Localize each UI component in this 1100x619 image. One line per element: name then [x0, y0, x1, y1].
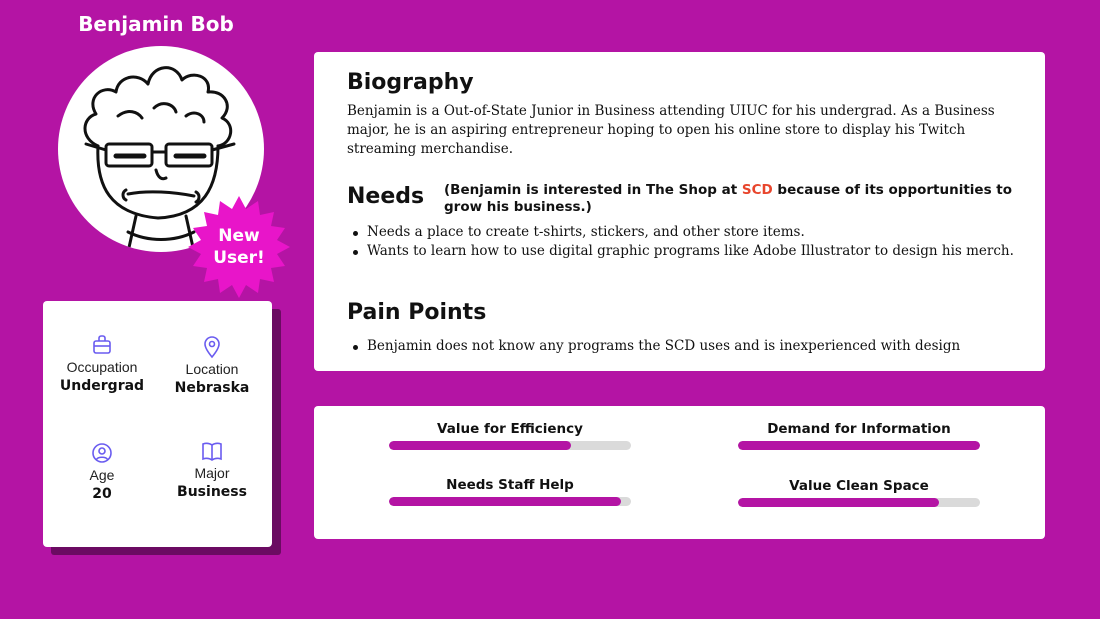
- needs-note-accent: SCD: [741, 182, 773, 198]
- info-location: [157, 335, 267, 396]
- needs-note-before: (Benjamin is interested in The Shop at: [444, 182, 742, 198]
- info-label: Age: [89, 467, 115, 483]
- info-value: 20: [92, 486, 112, 502]
- metric-track: [738, 441, 980, 450]
- info-value: Business: [177, 484, 247, 500]
- metric-needs-staff-help: [389, 477, 631, 506]
- metric-track: [389, 497, 631, 506]
- info-age: [47, 441, 157, 502]
- pain-points-list: [347, 337, 960, 356]
- new-user-badge: [188, 196, 290, 298]
- metric-value-clean-space: [738, 478, 980, 507]
- metric-label: Needs Staff Help: [446, 477, 574, 493]
- info-value: Undergrad: [59, 378, 145, 394]
- info-value: Nebraska: [174, 380, 250, 396]
- metric-track: [738, 498, 980, 507]
- list-item: Benjamin does not know any programs the SCD uses and is inexperienced with design: [347, 337, 960, 356]
- list-item: Wants to learn how to use digital graphic programs like Adobe Illustrator to design his merch.: [347, 242, 1014, 261]
- needs-title: Needs: [347, 184, 425, 209]
- needs-note: [444, 182, 1044, 216]
- book-icon: [201, 439, 223, 463]
- needs-list: [347, 223, 1014, 261]
- metrics-card: [314, 406, 1045, 539]
- metric-label: Value Clean Space: [789, 478, 929, 494]
- metric-fill: [738, 498, 939, 507]
- metric-label: Demand for Information: [767, 421, 951, 437]
- metric-label: Value for Efficiency: [437, 421, 583, 437]
- metric-fill: [389, 497, 621, 506]
- metric-fill: [389, 441, 571, 450]
- needs-note-after: because of its opportunities to grow his business.): [444, 182, 1013, 215]
- biography-card: [314, 52, 1045, 371]
- biography-text: Benjamin is a Out-of-State Junior in Business attending UIUC for his undergrad. As a Business major, he is an aspiring entrepreneur hoping to open his online store to display his Twitch streaming merchandise.: [347, 103, 995, 157]
- info-label: Occupation: [66, 359, 138, 375]
- info-card: [43, 301, 272, 547]
- metric-value-for-efficiency: [389, 421, 631, 450]
- biography-title: Biography: [347, 70, 474, 95]
- location-pin-icon: [201, 335, 223, 359]
- info-label: Location: [185, 361, 239, 377]
- metric-fill: [738, 441, 980, 450]
- pain-points-title: Pain Points: [347, 300, 487, 325]
- user-circle-icon: [91, 441, 113, 465]
- info-occupation: [47, 333, 157, 394]
- badge-text-line2: User!: [213, 248, 265, 268]
- metric-track: [389, 441, 631, 450]
- briefcase-icon: [91, 333, 113, 357]
- list-item: Needs a place to create t-shirts, stickers, and other store items.: [347, 223, 1014, 242]
- info-major: [157, 439, 267, 500]
- persona-name: Benjamin Bob: [78, 12, 234, 36]
- info-label: Major: [194, 465, 230, 481]
- metric-demand-for-information: [738, 421, 980, 450]
- badge-text-line1: New: [218, 226, 260, 246]
